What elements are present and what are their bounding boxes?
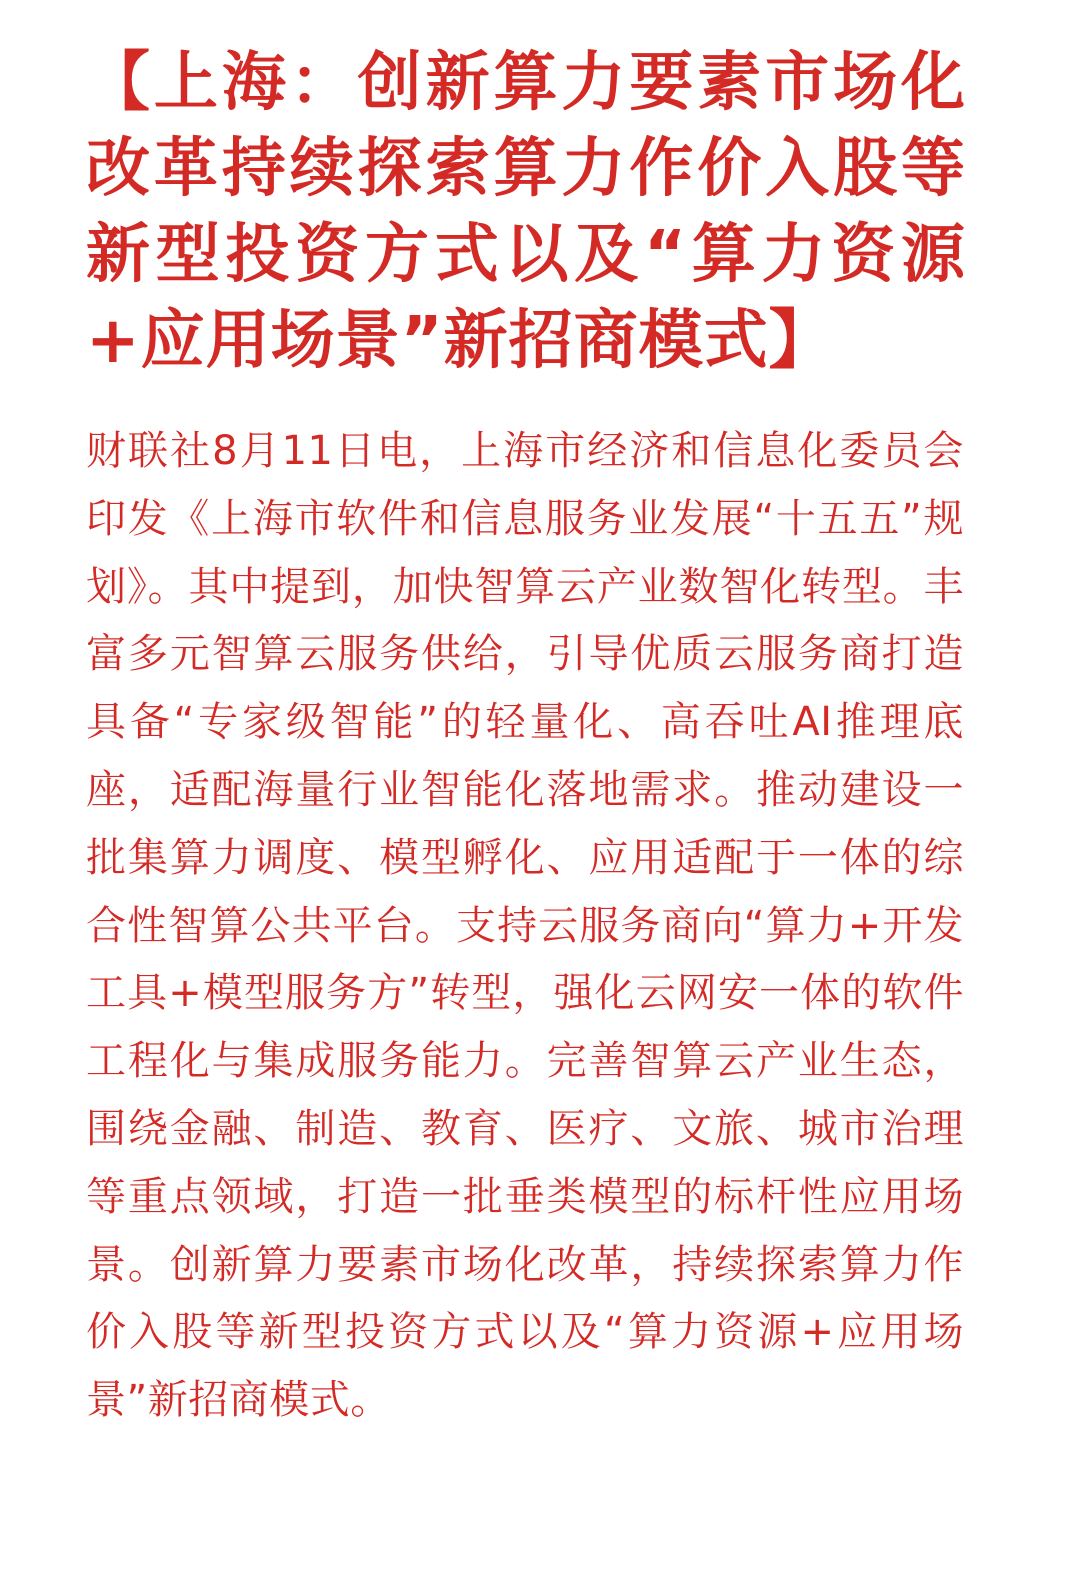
article-headline: 【上海：创新算力要素市场化改革持续探索算力作价入股等新型投资方式以及“算力资源+应用场景”新招商模式】 bbox=[86, 46, 966, 378]
article-body: 财联社8月11日电，上海市经济和信息化委员会印发《上海市软件和信息服务业发展“十五五”规划》。其中提到，加快智算云产业数智化转型。丰富多元智算云服务供给，引导优质云服务商打造具备“专家级智能”的轻量化、高吞吐AI推理底座，适配海量行业智能化落地需求。推动建设一批集算力调度、模型孵化、应用适配于一体的综合性智算公共平台。支持云服务商向“算力+开发工具+模型服务方”转型，强化云网安一体的软件工程化与集成服务能力。完善智算云产业生态，围绕金融、制造、教育、医疗、文旅、城市治理等重点领域，打造一批垂类模型的标杆性应用场景。创新算力要素市场化改革，持续探索算力作价入股等新型投资方式以及“算力资源+应用场景”新招商模式。 bbox=[86, 428, 964, 1424]
